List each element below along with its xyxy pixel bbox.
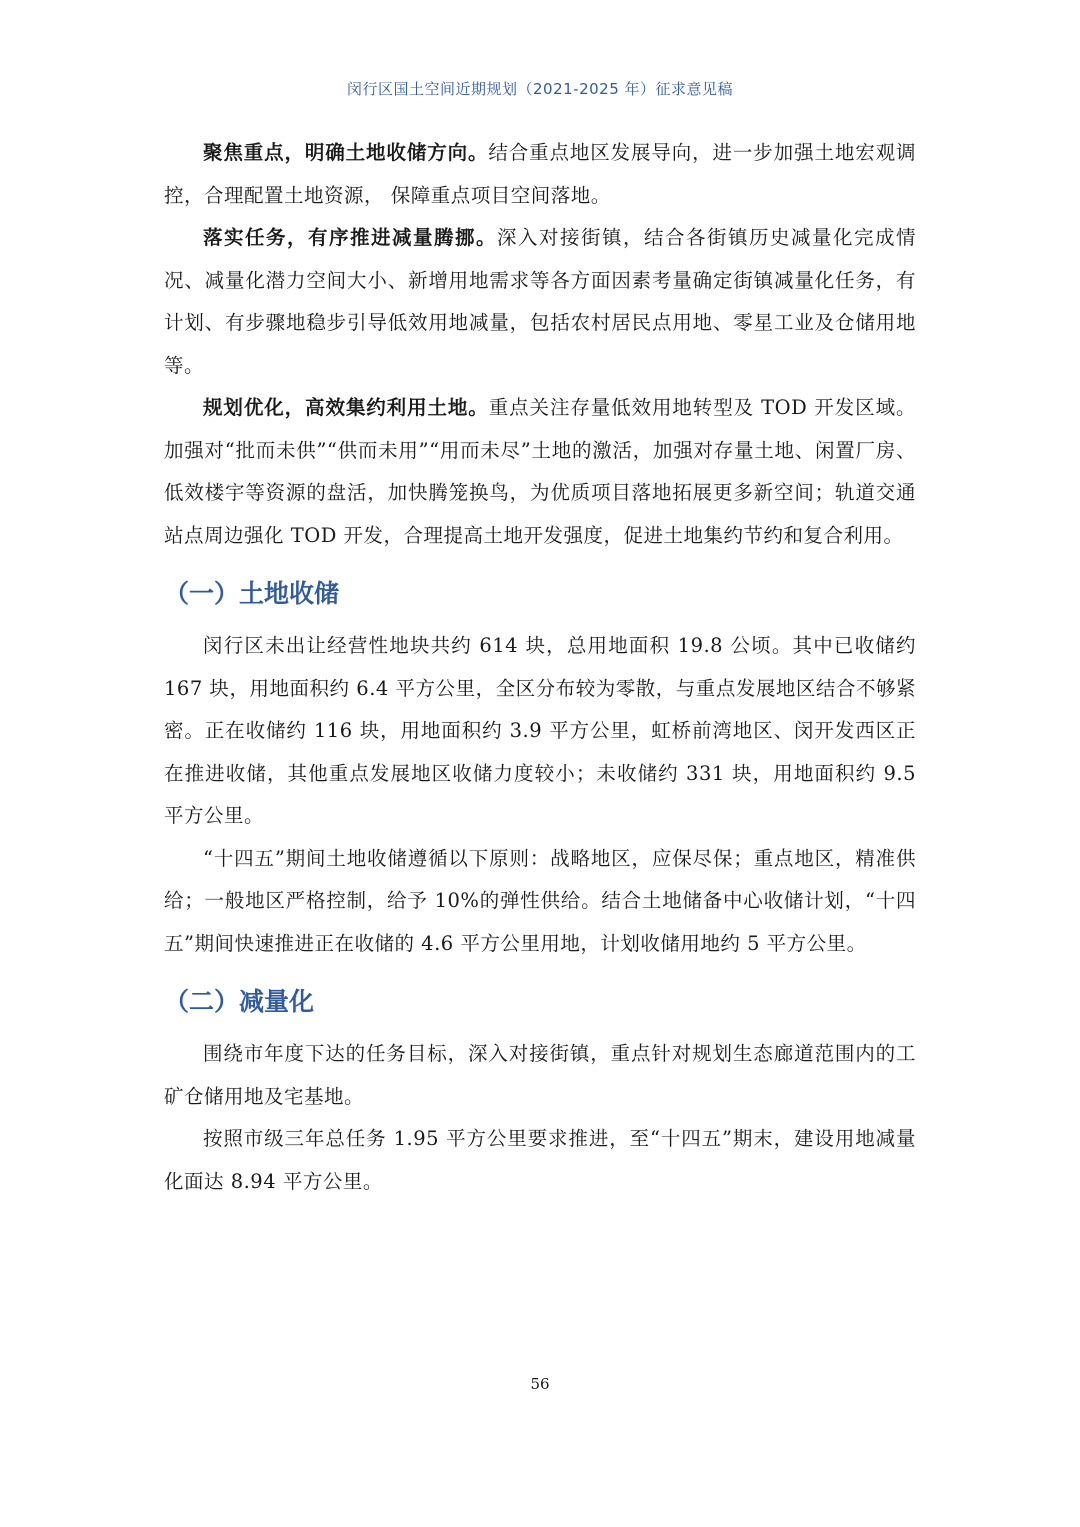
document-header: 闵行区国土空间近期规划（2021-2025 年）征求意见稿: [346, 80, 734, 98]
paragraph-land-storage-direction: [164, 132, 916, 217]
paragraph-lead: 聚焦重点，明确土地收储方向。: [203, 141, 489, 164]
paragraph-land-storage-status: 闵行区未出让经营性地块共约 614 块，总用地面积 19.8 公顷。其中已收储约 167 块，用地面积约 6.4 平方公里，全区分布较为零散，与重点发展地区结合不够紧密。正在收储约 116 块，用地面积约 3.9 平方公里，虹桥前湾地区、闵开发西区正在推进收储，其他重点发展地区收储力度较小；未收储约 331 块，用地面积约 9.5 平方公里。: [164, 634, 916, 827]
section-title-land-storage: （一）土地收储: [164, 579, 340, 608]
document-body: [164, 132, 916, 1203]
page-number: 56: [530, 1375, 550, 1393]
paragraph-text: 结合重点地区发展导向，进一步加强土地宏观调控，合理配置土地资源， 保障重点项目空间落地。: [164, 141, 916, 207]
paragraph-lead: 落实任务，有序推进减量腾挪。: [203, 226, 497, 249]
paragraph-reduction-goal: 按照市级三年总任务 1.95 平方公里要求推进，至“十四五”期末，建设用地减量化面达 8.94 平方公里。: [164, 1127, 916, 1193]
section-title-reduction: （二）减量化: [164, 987, 315, 1016]
paragraph-text: 重点关注存量低效用地转型及 TOD 开发区域。加强对“批而未供”“供而未用”“用而未尽”土地的激活，加强对存量土地、闲置厂房、低效楼宇等资源的盘活，加快腾笼换鸟，为优质项目落地拓展更多新空间；轨道交通站点周边强化 TOD 开发，合理提高土地开发强度，促进土地集约节约和复合利用。: [164, 396, 916, 547]
paragraph-reduction-targets: 围绕市年度下达的任务目标，深入对接街镇，重点针对规划生态廊道范围内的工矿仓储用地及宅基地。: [164, 1042, 916, 1108]
paragraph-land-storage-principles: “十四五”期间土地收储遵循以下原则：战略地区，应保尽保；重点地区，精准供给；一般地区严格控制，给予 10%的弹性供给。结合土地储备中心收储计划，“十四五”期间快速推进正在收储的 4.6 平方公里用地，计划收储用地约 5 平方公里。: [164, 846, 916, 955]
paragraph-reduction-tasks: [164, 217, 916, 387]
paragraph-planning-optimization: [164, 387, 916, 557]
paragraph-text: 深入对接街镇，结合各街镇历史减量化完成情况、减量化潜力空间大小、新增用地需求等各方面因素考量确定街镇减量化任务，有计划、有步骤地稳步引导低效用地减量，包括农村居民点用地、零星工业及仓储用地等。: [164, 226, 916, 377]
paragraph-lead: 规划优化，高效集约利用土地。: [203, 396, 489, 419]
